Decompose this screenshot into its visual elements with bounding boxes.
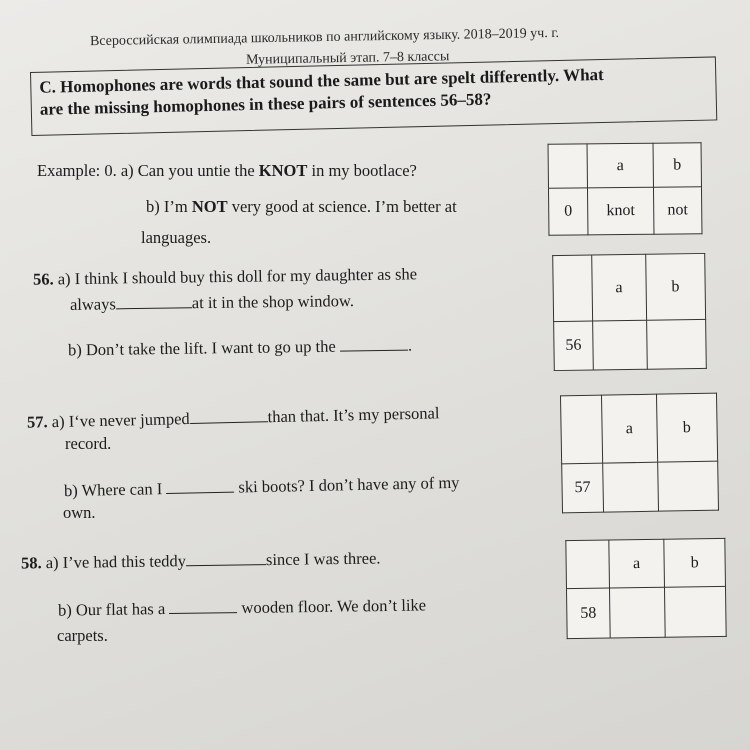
example-word-b: NOT	[191, 197, 228, 216]
example-word-a: KNOT	[258, 161, 308, 180]
q58-line-b2: carpets.	[57, 626, 108, 645]
q56-line-a1	[33, 263, 417, 289]
q57-b-line1-post: ski boots? I don’t have any of my	[238, 472, 460, 497]
q57-line-a1	[27, 402, 440, 432]
table-corner-cell	[566, 540, 610, 589]
q56-a-line2-post: at it in the shop window.	[191, 291, 355, 313]
column-header-a: a	[587, 143, 653, 188]
answer-b-cell[interactable]	[646, 319, 706, 369]
q56-a-line1: a) I think I should buy this doll for my daughter as she	[57, 264, 418, 289]
row-label: 56	[554, 321, 594, 371]
q57-b-line1-pre: b) Where can I	[63, 479, 163, 501]
q57-number: 57.	[26, 412, 48, 432]
instruction-line-2: are the missing homophones in these pairs of sentences 56–58?	[39, 89, 492, 119]
q57-line-a2: record.	[65, 434, 112, 453]
q57-a-line1-post: than that. It’s my personal	[267, 403, 440, 427]
example-line-a	[37, 160, 417, 181]
q57-answer-table	[560, 393, 719, 514]
example-answer-table	[548, 142, 703, 236]
q56-a-line2-pre: always	[69, 294, 116, 314]
example-b-suffix: very good at science. I’m better at	[227, 197, 457, 216]
q56-answer-table	[552, 253, 707, 371]
q56-b-line1-post: .	[407, 335, 413, 355]
instruction-line-1: C. Homophones are words that sound the same but are spelt differently. What	[39, 64, 604, 97]
column-header-b: b	[656, 393, 718, 462]
q56-line-a2	[70, 290, 354, 315]
instruction-box	[30, 56, 717, 136]
column-header-a: a	[592, 254, 646, 321]
q58-line-a1	[21, 547, 381, 573]
column-header-a: a	[601, 394, 657, 463]
q58-number: 58.	[20, 553, 42, 573]
column-header-b: b	[645, 253, 705, 320]
answer-a: knot	[587, 187, 653, 235]
q56-blank-b	[340, 336, 408, 352]
q57-a-line1-pre: a) I‘ve never jumped	[51, 408, 190, 432]
table-corner-cell	[560, 395, 602, 464]
q58-answer-table	[565, 538, 726, 639]
q56-number: 56.	[32, 269, 54, 289]
q57-line-b1	[64, 472, 460, 501]
answer-a-cell[interactable]	[593, 320, 647, 370]
column-header-b: b	[664, 538, 726, 587]
q57-blank-b	[166, 478, 234, 494]
answer-b-cell[interactable]	[664, 586, 726, 637]
q58-line-b1	[58, 594, 426, 620]
answer-a-cell[interactable]	[609, 587, 665, 638]
row-label: 0	[548, 188, 587, 235]
example-suffix-a: in my bootlace?	[307, 161, 417, 180]
q58-blank-b	[169, 598, 237, 614]
column-header-b: b	[653, 143, 702, 188]
q57-line-b2: own.	[63, 503, 96, 522]
example-b-prefix: b) I’m	[146, 197, 192, 216]
example-line-b	[146, 196, 457, 217]
row-label: 57	[562, 463, 604, 513]
answer-a-cell[interactable]	[603, 462, 658, 512]
q58-a-line1-post: since I was three.	[265, 548, 381, 570]
answer-b-cell[interactable]	[657, 461, 718, 511]
header-line-1: Всероссийская олимпиада школьников по английскому языку. 2018–2019 уч. г.	[89, 25, 560, 50]
q58-b-line1-pre: b) Our flat has a	[57, 599, 166, 620]
q58-blank-a	[186, 550, 266, 566]
row-label: 58	[566, 588, 610, 639]
example-prefix: Example: 0. a) Can you untie the	[37, 161, 259, 180]
q56-blank-a	[116, 293, 192, 309]
column-header-a: a	[609, 539, 665, 588]
q56-b-line1-pre: b) Don’t take the lift. I want to go up the	[67, 336, 336, 360]
answer-b: not	[653, 187, 702, 235]
header-line-2: Муниципальный этап. 7–8 классы	[245, 49, 450, 68]
q58-b-line1-post: wooden floor. We don’t like	[241, 595, 427, 618]
q58-a-line1-pre: a) I’ve had this teddy	[45, 551, 187, 573]
example-line-b2: languages.	[141, 228, 212, 247]
table-corner-cell	[553, 255, 593, 322]
table-corner-cell	[548, 144, 587, 188]
q56-line-b1	[68, 335, 412, 361]
q57-blank-a	[189, 407, 267, 424]
